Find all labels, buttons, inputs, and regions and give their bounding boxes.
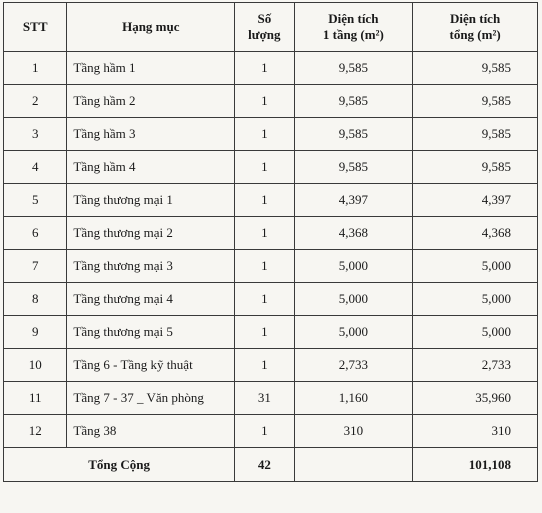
cell-area-total: 2,733 [413, 349, 538, 382]
cell-stt: 6 [4, 217, 67, 250]
table-header [4, 3, 538, 52]
cell-stt: 12 [4, 415, 67, 448]
cell-item: Tầng hầm 1 [67, 52, 235, 85]
cell-quantity: 1 [235, 217, 294, 250]
total-area-per-floor [294, 448, 413, 482]
table-row [4, 217, 538, 250]
cell-item: Tầng hầm 4 [67, 151, 235, 184]
total-label: Tổng Cộng [4, 448, 235, 482]
cell-item: Tầng thương mại 3 [67, 250, 235, 283]
cell-area-per-floor: 2,733 [294, 349, 413, 382]
cell-quantity: 1 [235, 52, 294, 85]
cell-area-per-floor: 9,585 [294, 151, 413, 184]
cell-area-total: 4,368 [413, 217, 538, 250]
cell-stt: 11 [4, 382, 67, 415]
header-area-total-line1: Diện tích [449, 11, 501, 26]
cell-item: Tầng 6 - Tầng kỹ thuật [67, 349, 235, 382]
header-quantity [235, 3, 294, 52]
cell-area-total: 9,585 [413, 52, 538, 85]
table-body [4, 52, 538, 448]
cell-quantity: 1 [235, 349, 294, 382]
cell-stt: 9 [4, 316, 67, 349]
cell-quantity: 1 [235, 184, 294, 217]
area-summary-table [3, 2, 538, 482]
cell-area-total: 9,585 [413, 151, 538, 184]
cell-stt: 4 [4, 151, 67, 184]
header-area-total-line2: tổng (m²) [449, 27, 501, 42]
total-row [4, 448, 538, 482]
header-item: Hạng mục [67, 3, 235, 52]
cell-quantity: 31 [235, 382, 294, 415]
header-area-per-floor-line2: 1 tầng (m²) [322, 27, 384, 42]
cell-item: Tầng thương mại 1 [67, 184, 235, 217]
cell-quantity: 1 [235, 118, 294, 151]
cell-area-total: 310 [413, 415, 538, 448]
cell-quantity: 1 [235, 151, 294, 184]
cell-quantity: 1 [235, 283, 294, 316]
cell-item: Tầng thương mại 4 [67, 283, 235, 316]
cell-area-per-floor: 9,585 [294, 85, 413, 118]
cell-area-per-floor: 5,000 [294, 316, 413, 349]
table-row [4, 118, 538, 151]
cell-stt: 10 [4, 349, 67, 382]
header-area-per-floor [294, 3, 413, 52]
cell-area-per-floor: 310 [294, 415, 413, 448]
cell-area-per-floor: 1,160 [294, 382, 413, 415]
table-row [4, 316, 538, 349]
cell-stt: 8 [4, 283, 67, 316]
cell-quantity: 1 [235, 250, 294, 283]
header-stt: STT [4, 3, 67, 52]
header-row [4, 3, 538, 52]
total-quantity: 42 [235, 448, 294, 482]
table-footer [4, 448, 538, 482]
cell-area-per-floor: 9,585 [294, 118, 413, 151]
cell-area-total: 5,000 [413, 283, 538, 316]
cell-quantity: 1 [235, 316, 294, 349]
cell-stt: 2 [4, 85, 67, 118]
cell-stt: 1 [4, 52, 67, 85]
table-row [4, 283, 538, 316]
cell-item: Tầng thương mại 5 [67, 316, 235, 349]
cell-area-total: 9,585 [413, 118, 538, 151]
header-quantity-line2: lượng [248, 27, 281, 42]
table-row [4, 52, 538, 85]
header-area-total [413, 3, 538, 52]
cell-stt: 5 [4, 184, 67, 217]
cell-area-per-floor: 5,000 [294, 283, 413, 316]
table-row [4, 382, 538, 415]
table-row [4, 349, 538, 382]
total-area: 101,108 [413, 448, 538, 482]
cell-item: Tầng hầm 3 [67, 118, 235, 151]
cell-area-total: 4,397 [413, 184, 538, 217]
cell-area-per-floor: 4,368 [294, 217, 413, 250]
cell-stt: 7 [4, 250, 67, 283]
cell-quantity: 1 [235, 85, 294, 118]
table-row [4, 415, 538, 448]
cell-item: Tầng thương mại 2 [67, 217, 235, 250]
cell-quantity: 1 [235, 415, 294, 448]
cell-area-per-floor: 5,000 [294, 250, 413, 283]
header-area-per-floor-line1: Diện tích [328, 11, 379, 26]
cell-area-total: 9,585 [413, 85, 538, 118]
cell-area-total: 35,960 [413, 382, 538, 415]
table-row [4, 184, 538, 217]
cell-area-per-floor: 4,397 [294, 184, 413, 217]
header-quantity-line1: Số [257, 11, 272, 26]
cell-item: Tầng 7 - 37 _ Văn phòng [67, 382, 235, 415]
cell-item: Tầng 38 [67, 415, 235, 448]
cell-stt: 3 [4, 118, 67, 151]
cell-area-total: 5,000 [413, 250, 538, 283]
cell-area-total: 5,000 [413, 316, 538, 349]
table-row [4, 250, 538, 283]
table-row [4, 85, 538, 118]
cell-area-per-floor: 9,585 [294, 52, 413, 85]
cell-item: Tầng hầm 2 [67, 85, 235, 118]
table-row [4, 151, 538, 184]
